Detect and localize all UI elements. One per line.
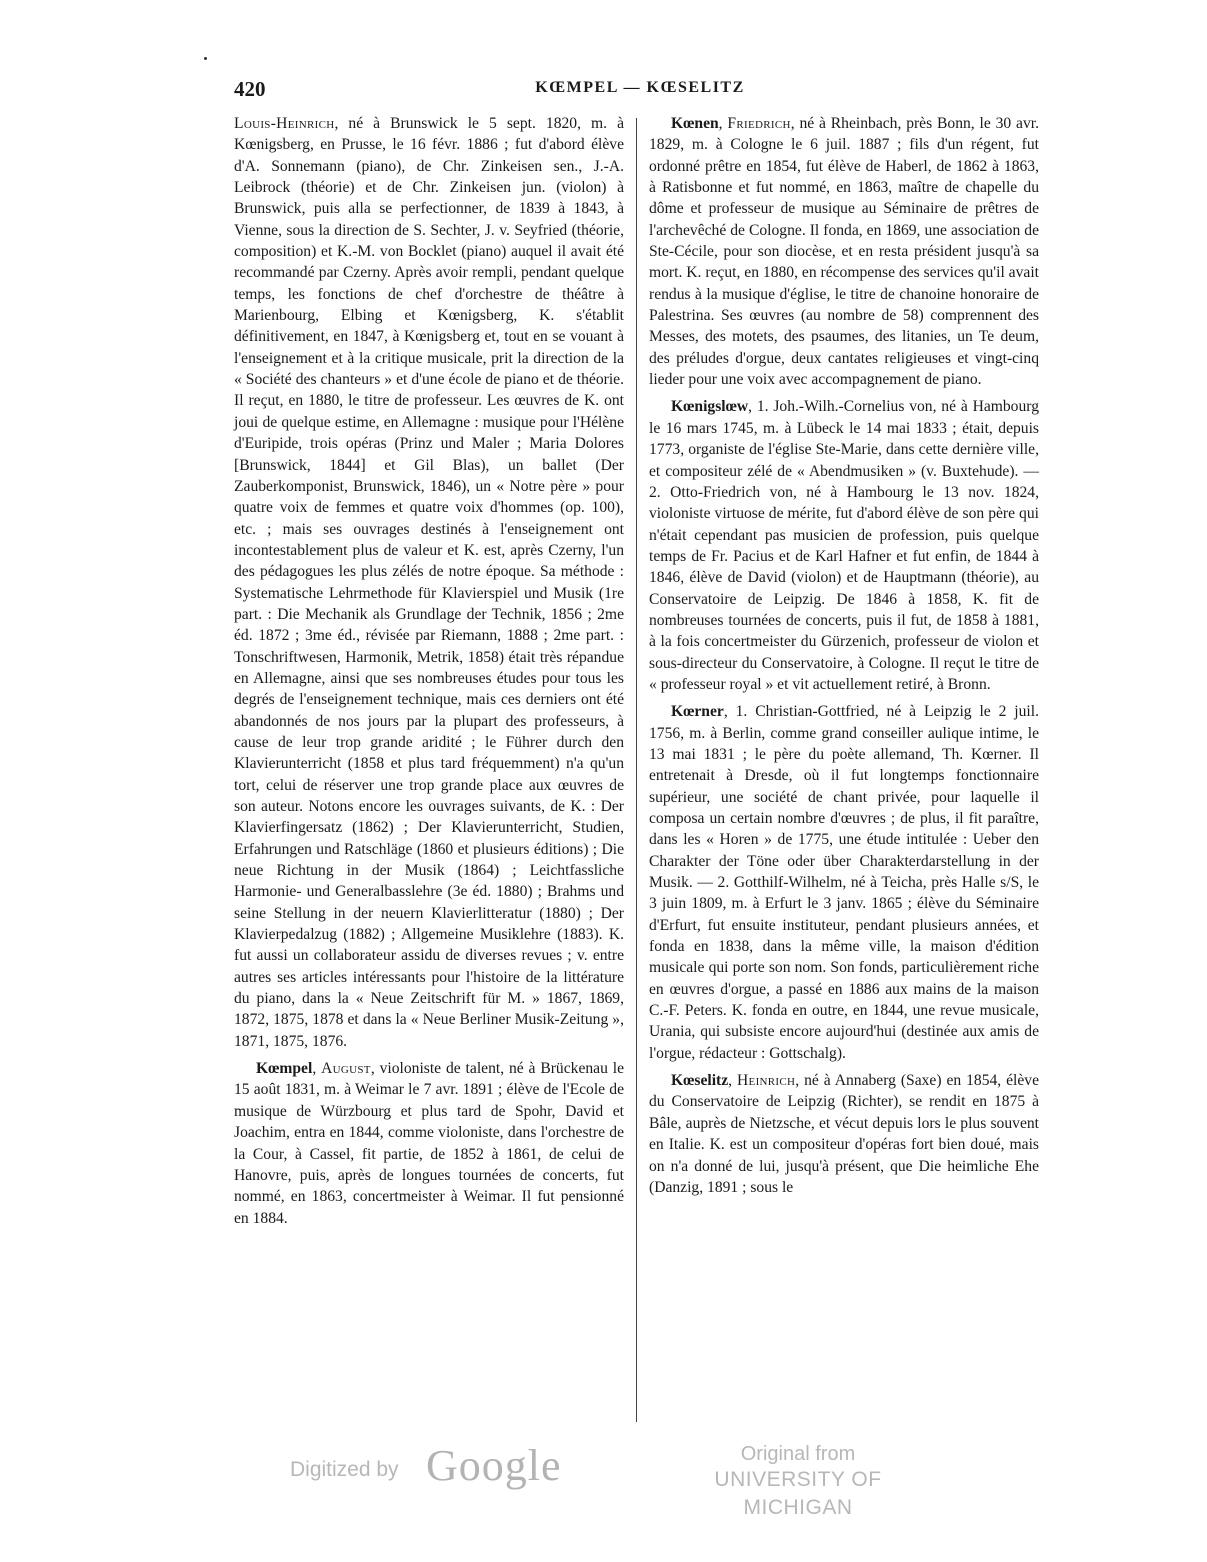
scan-speck: [204, 57, 207, 60]
entry-headword: Kœrner: [671, 703, 724, 721]
entry-headword: Kœmpel: [256, 1060, 313, 1078]
institution-name: UNIVERSITY OF MICHIGAN: [714, 1468, 882, 1519]
entry-name: Louis-Heinrich: [234, 115, 335, 132]
entry-koempel: Kœmpel, August, violoniste de talent, né à Brückenau le 15 août 1831, m. à Weimar le 7 avr. 1891 ; élève de l'Ecole de musique de Würzbourg et plus tard de Spohr, David et Joachim, entra en 1844, comme violoniste, dans l'orchestre de la Cour, à Cassel, fit partie, de 1852 à 1861, de celui de Hanovre, puis, après de longues tournées de concerts, fut nommé, en 1863, concertmeister à Weimar. Il fut pensionné en 1884.: [234, 1060, 625, 1227]
running-title: KŒMPEL — KŒSELITZ: [535, 79, 745, 96]
google-logo: Google: [426, 1441, 562, 1490]
entry-continuation: [234, 113, 624, 1052]
entry-name: Heinrich: [737, 1072, 796, 1090]
original-from-label: Original from: [740, 1443, 856, 1465]
entry-koenigsloew: [649, 396, 1039, 695]
digitized-by-watermark: [290, 1440, 580, 1490]
column-divider: [636, 118, 637, 1422]
entry-koerner: [649, 701, 1039, 1064]
entry-name: August: [321, 1060, 371, 1078]
entry-text: , 1. Christian-Gottfried, né à Leipzig le 2 juil. 1756, m. à Berlin, comme grand conseiller aulique intime, le 13 mai 1831 ; le père du poète allemand, Th. Kœrner. Il entretenait à Dresde, où il fut longtemps fonctionnaire supérieur, une société de chant privée, pour laquelle il composa un certain nombre d'œuvres ; de plus, il fit paraître, dans les « Horen » de 1775, une étude intitulée : Ueber den Charakter der Töne oder über Charakterdarstellung in der Musik. — 2. Gotthilf-Wilhelm, né à Teicha, près Halle s/S, le 3 juin 1809, m. à Erfurt le 3 janv. 1865 ; élève du Séminaire d'Erfurt, fut ensuite instituteur, pendant plusieurs années, et fonda en 1838, dans la même ville, la maison d'édition musicale qui porte son nom. Son fonds, particulièrement riche en œuvres d'orgue, a passé en 1886 aux mains de la maison C.-F. Peters. K. fonda en outre, en 1844, une revue musicale, Urania, qui subsiste encore aujourd'hui (destinée aux amis de l'orgue, rédacteur : Gottschalg).: [649, 703, 1039, 1062]
entry-text: , violoniste de talent, né à Brückenau le 15 août 1831, m. à Weimar le 7 avr. 1891 ; élève de l'Ecole de musique de Würzbourg et plus tard de Spohr, David et Joachim, entra en 1844, comme violoniste, dans l'orchestre de la Cour, à Cassel, fit partie, de 1852 à 1861, de celui de Hanovre, puis, après de longues tournées de concerts, fut nommé, en 1863, concertmeister à Weimar. Il fut pensionné en 1884.: [234, 1060, 625, 1227]
entry-koeselitz: Kœselitz, Heinrich, né à Annaberg (Saxe) en 1854, élève du Conservatoire de Leipzig (Richter), se rendit en 1875 à Bâle, auprès de Nietzsche, et vécut depuis lors le plus souvent en Italie. K. est un compositeur d'opéras fort bien doué, mais on n'a donné de lui, jusqu'à présent, que Die heimliche Ehe (Danzig, 1891 ; sous le: [649, 1072, 1039, 1196]
entry-text: , né à Annaberg (Saxe) en 1854, élève du Conservatoire de Leipzig (Richter), se rendit en 1875 à Bâle, auprès de Nietzsche, et vécut depuis lors le plus souvent en Italie. K. est un compositeur d'opéras fort bien doué, mais on n'a donné de lui, jusqu'à présent, que Die heimliche Ehe (Danzig, 1891 ; sous le: [649, 1072, 1039, 1196]
entry-text: , 1. Joh.-Wilh.-Cornelius von, né à Hambourg le 16 mars 1745, m. à Lübeck le 14 mai 1833 ; était, depuis 1773, organiste de l'église Ste-Marie, dans cette dernière ville, et compositeur zélé de « Abendmusiken » (v. Buxtehude). — 2. Otto-Friedrich von, né à Hambourg le 13 nov. 1824, violoniste virtuose de mérite, fut d'abord élève de son père qui n'était cependant pas musicien de profession, puis quelque temps de Fr. Pacius et de Karl Hafner et fut enfin, de 1844 à 1846, élève de David (violon) et de Hauptmann (théorie), au Conservatoire de Leipzig. De 1846 à 1858, K. fit de nombreuses tournées de concerts, puis il fut, de 1858 à 1881, à la fois concertmeister du Gürzenich, professeur de violon et sous-directeur du Conservatoire, à Cologne. Il reçut le titre de « professeur royal » et vit actuellement retiré, à Bronn.: [649, 398, 1039, 693]
entry-koenen: Kœnen, Friedrich, né à Rheinbach, près Bonn, le 30 avr. 1829, m. à Cologne le 6 juil. 1887 ; fils d'un régent, fut ordonné prêtre en 1854, fut élève de Haberl, de 1862 à 1863, à Ratisbonne et fut nommé, en 1863, maître de chapelle du dôme et professeur de musique au Séminaire de prêtres de l'archevêché de Cologne. Il fonda, en 1869, une association de Ste-Cécile, pour son diocèse, et en resta président jusqu'à sa mort. K. reçut, en 1880, en récompense des services qu'il avait rendus à la musique d'église, le titre de chanoine honoraire de Palestrina. Ses œuvres (au nombre de 58) comprennent des Messes, des motets, des psaumes, des litanies, un Te deum, des préludes d'orgue, deux cantates religieuses et vingt-cinq lieder pour une voix avec accompagnement de piano.: [649, 115, 1039, 389]
entry-name: Friedrich: [727, 115, 791, 132]
entry-headword: Kœselitz: [671, 1072, 729, 1090]
left-column: [234, 113, 624, 1235]
entry-headword: Kœnigslœw: [671, 398, 749, 416]
original-from-watermark: [668, 1442, 928, 1522]
page-number: 420: [234, 77, 266, 101]
entry-text: , né à Rheinbach, près Bonn, le 30 avr. 1829, m. à Cologne le 6 juil. 1887 ; fils d'un régent, fut ordonné prêtre en 1854, fut élève de Haberl, de 1862 à 1863, à Ratisbonne et fut nommé, en 1863, maître de chapelle du dôme et professeur de musique au Séminaire de prêtres de l'archevêché de Cologne. Il fonda, en 1869, une association de Ste-Cécile, pour son diocèse, et en resta président jusqu'à sa mort. K. reçut, en 1880, en récompense des services qu'il avait rendus à la musique d'église, le titre de chanoine honoraire de Palestrina. Ses œuvres (au nombre de 58) comprennent des Messes, des motets, des psaumes, des litanies, un Te deum, des préludes d'orgue, deux cantates religieuses et vingt-cinq lieder pour une voix avec accompagnement de piano.: [649, 115, 1039, 389]
running-head: [234, 77, 1046, 103]
entry-headword: Kœnen: [671, 115, 719, 132]
right-column: [649, 113, 1039, 1204]
entry-text: , né à Brunswick le 5 sept. 1820, m. à Kœnigsberg, en Prusse, le 16 févr. 1886 ; fut d'abord élève d'A. Sonnemann (piano), de Chr. Zinkeisen sen., J.-A. Leibrock (théorie) et de Chr. Zinkeisen jun. (violon) à Brunswick, puis alla se perfectionner, de 1839 à 1843, à Vienne, sous la direction de S. Sechter, J. v. Seyfried (théorie, composition) et K.-M. von Bocklet (piano) auquel il avait été recommandé par Czerny. Après avoir rempli, pendant quelque temps, les fonctions de chef d'orchestre de théâtre à Marienbourg, Elbing et Kœnigsberg, K. s'établit définitivement, en 1847, à Kœnigsberg et, tout en se vouant à l'enseignement et à la critique musicale, prit la direction de la « Société des chanteurs » et d'une école de piano et de théorie. Il reçut, en 1880, le titre de professeur. Les œuvres de K. ont joui de quelque estime, en Allemagne : musique pour l'Hélène d'Euripide, trois opéras (Prinz und Maler ; Maria Dolores [Brunswick, 1844] et Gil Blas), un ballet (Der Zauberkomponist, Brunswick, 1846), un « Notre père » pour quatre voix de femmes et quatre voix d'hommes (op. 100), etc. ; mais ses ouvrages destinés à l'enseignement ont incontestablement plus de valeur et K. est, après Czerny, l'un des pédagogues les plus zélés de notre époque. Sa méthode : Systematische Lehrmethode für Klavierspiel und Musik (1re part. : Die Mechanik als Grundlage der Technik, 1856 ; 2me éd. 1872 ; 3me éd., révisée par Riemann, 1888 ; 2me part. : Tonschriftwesen, Harmonik, Metrik, 1858) était très répandue en Allemagne, ainsi que ses nombreuses études pour tous les degrés de l'enseignement technique, mais ces derniers ont été abandonnés de nos jours par la plupart des professeurs, à cause de leur trop grande aridité ; le Führer durch den Klavierunterricht (1858 et plus tard fréquemment) n'a qu'un tort, celui de réserver une trop grande place aux œuvres de son auteur. Notons encore les ouvrages suivants, de K. : Der Klavierfingersatz (1862) ; Der Klavierunterricht, Studien, Erfahrungen und Ratschläge (1860 et plusieurs éditions) ; Die neue Richtung in der Musik (1864) ; Leichtfassliche Harmonie- und Generalbasslehre (3e éd. 1880) ; Brahms und seine Stellung in der neuern Klavierlitteratur (1880) ; Der Klavierpedalzug (1882) ; Allgemeine Musiklehre (1883). K. fut aussi un collaborateur assidu de diverses revues ; v. entre autres ses articles intéressants pour l'histoire de la littérature du piano, dans la « Neue Zeitschrift für M. » 1867, 1869, 1872, 1875, 1878 et dans la « Neue Berliner Musik-Zeitung », 1871, 1875, 1876.: [234, 115, 624, 1050]
digitized-by-label: Digitized by: [290, 1458, 399, 1481]
